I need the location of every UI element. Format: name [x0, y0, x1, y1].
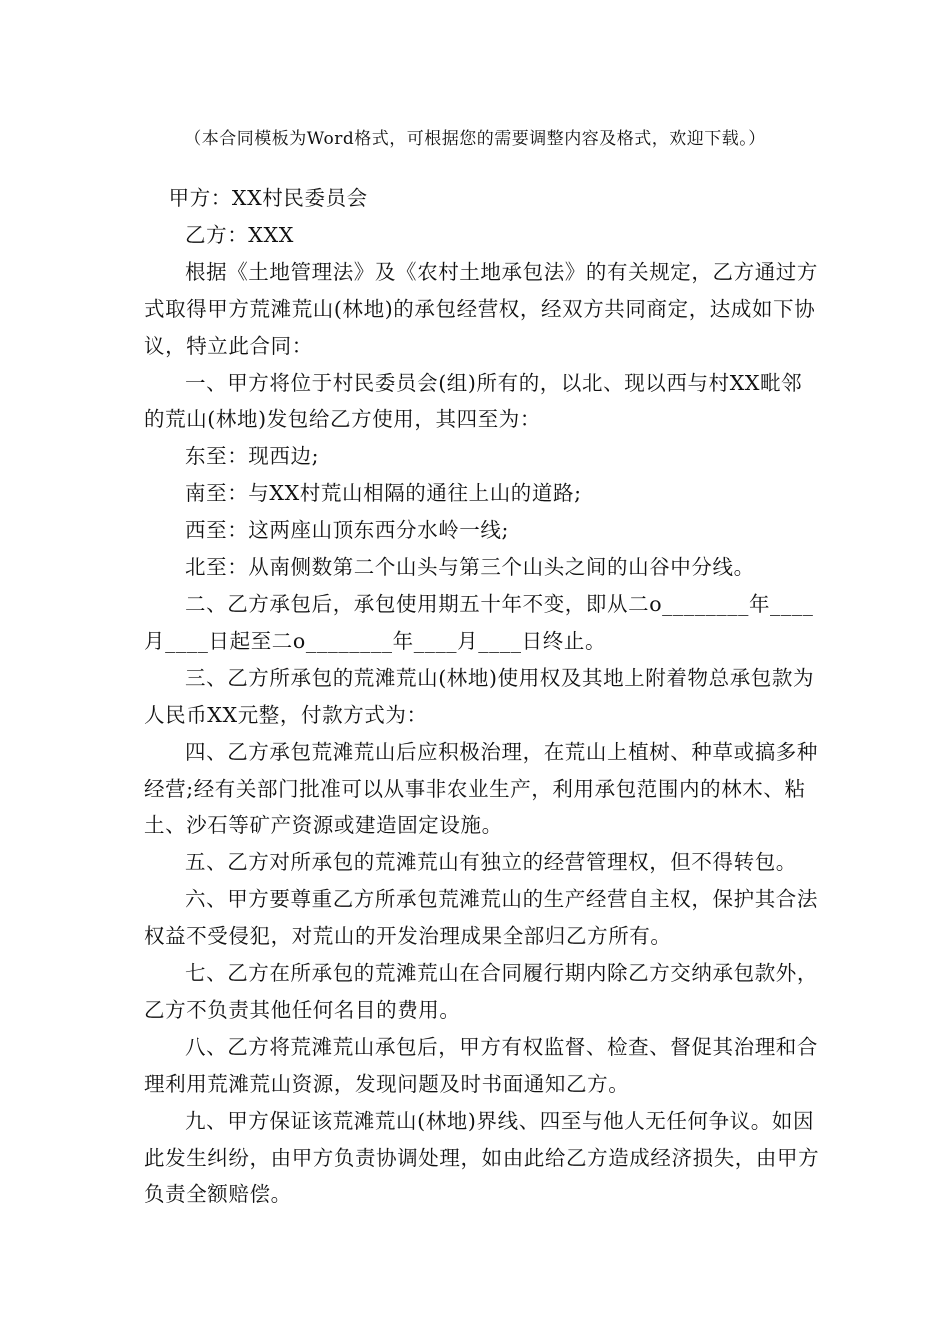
boundary-south: 南至：与XX村荒山相隔的通往上山的道路;	[185, 481, 582, 506]
template-note: （本合同模板为Word格式，可根据您的需要调整内容及格式，欢迎下载。）	[184, 129, 766, 149]
clause-1-paragraph: 一、甲方将位于村民委员会(组)所有的，以北、现以西与村XX毗邻的荒山(林地)发包给乙方使用，其四至为：	[144, 370, 803, 432]
clause-4-paragraph: 四、乙方承包荒滩荒山后应积极治理，在荒山上植树、种草或搞多种经营;经有关部门批准可以从事非农业生产，利用承包范围内的林木、粘土、沙石等矿产资源或建造固定设施。	[144, 739, 818, 838]
clause-2-paragraph: 二、乙方承包后，承包使用期五十年不变，即从二o________年____月____日起至二o________年____月____日终止。	[144, 591, 814, 653]
party-a-line: 甲方：XX村民委员会	[168, 186, 368, 210]
clause-9-paragraph: 九、甲方保证该荒滩荒山(林地)界线、四至与他人无任何争议。如因此发生纠纷，由甲方负责协调处理，如由此给乙方造成经济损失，由甲方负责全额赔偿。	[144, 1108, 820, 1207]
boundary-west: 西至：这两座山顶东西分水岭一线;	[185, 518, 510, 543]
clause-3-paragraph: 三、乙方所承包的荒滩荒山(林地)使用权及其地上附着物总承包款为人民币XX元整，付款方式为：	[144, 665, 815, 727]
contract-body	[144, 180, 820, 1213]
clause-8-paragraph: 八、乙方将荒滩荒山承包后，甲方有权监督、检查、督促其治理和合理利用荒滩荒山资源，发现问题及时书面通知乙方。	[144, 1034, 818, 1096]
boundary-east: 东至：现西边;	[185, 444, 320, 469]
clause-6-paragraph: 六、甲方要尊重乙方所承包荒滩荒山的生产经营自主权，保护其合法权益不受侵犯，对荒山的开发治理成果全部归乙方所有。	[144, 887, 818, 949]
boundary-north: 北至：从南侧数第二个山头与第三个山头之间的山谷中分线。	[185, 555, 755, 580]
clause-7-paragraph: 七、乙方在所承包的荒滩荒山在合同履行期内除乙方交纳承包款外，乙方不负责其他任何名目的费用。	[144, 961, 818, 1022]
clause-5-paragraph: 五、乙方对所承包的荒滩荒山有独立的经营管理权，但不得转包。	[185, 850, 797, 875]
party-b-line: 乙方：XXX	[185, 222, 294, 247]
preamble-paragraph: 根据《土地管理法》及《农村土地承包法》的有关规定，乙方通过方式取得甲方荒滩荒山(林地)的承包经营权，经双方共同商定，达成如下协议，特立此合同：	[144, 259, 818, 358]
